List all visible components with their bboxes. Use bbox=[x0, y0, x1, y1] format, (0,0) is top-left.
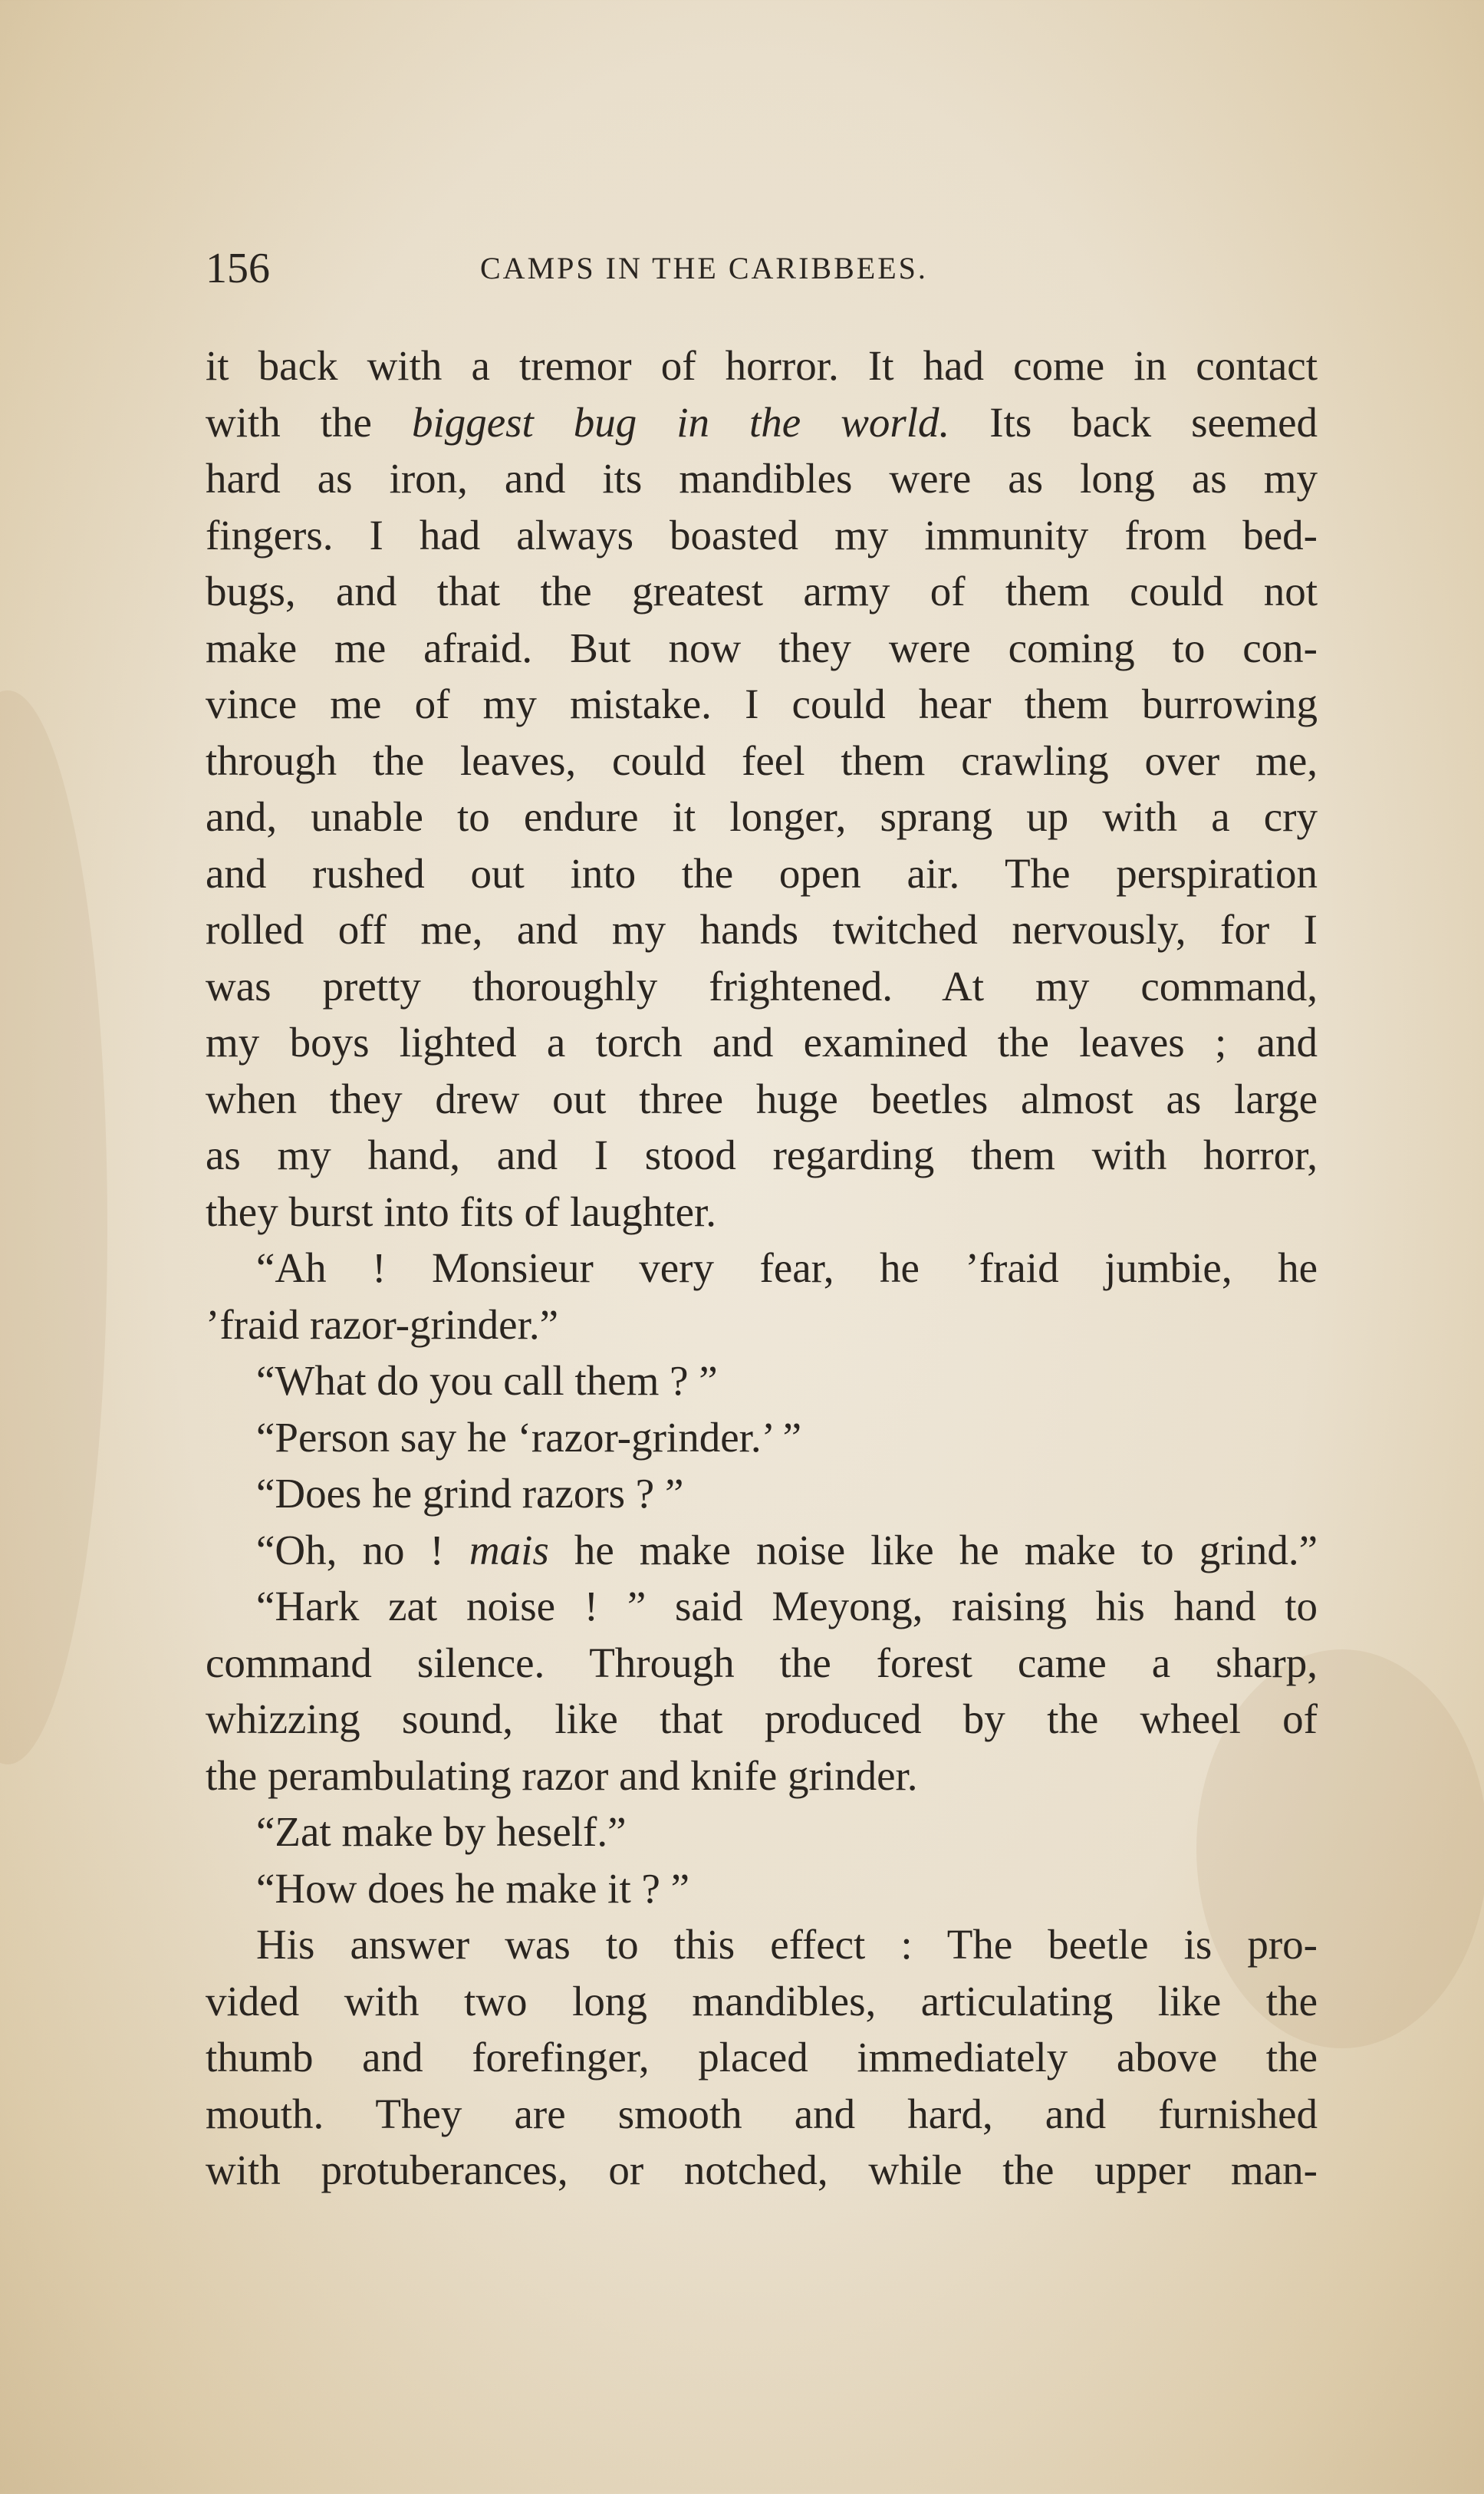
text-segment: “Person say he ‘razor-grinder.’ ” bbox=[256, 1413, 802, 1461]
text-line bbox=[206, 450, 1318, 507]
text-line bbox=[206, 1184, 1318, 1240]
italic-text: biggest bug in the world. bbox=[411, 398, 950, 446]
text-line bbox=[206, 394, 1318, 451]
text-line bbox=[206, 733, 1318, 789]
text-segment: command silence. Through the forest came a sharp, bbox=[206, 1639, 1318, 1686]
text-segment: make me afraid. But now they were coming to con- bbox=[206, 624, 1318, 671]
text-line bbox=[206, 1465, 1318, 1522]
text-segment: hard as iron, and its mandibles were as long as my bbox=[206, 455, 1318, 502]
text-line bbox=[206, 1409, 1318, 1466]
text-line bbox=[206, 901, 1318, 958]
text-segment: “Does he grind razors ? ” bbox=[256, 1470, 684, 1517]
text-line bbox=[206, 958, 1318, 1015]
text-segment: “What do you call them ? ” bbox=[256, 1357, 718, 1404]
text-line bbox=[206, 1071, 1318, 1128]
text-segment: vince me of my mistake. I could hear them burrowing bbox=[206, 680, 1318, 727]
text-segment: the perambulating razor and knife grinder. bbox=[206, 1751, 918, 1799]
text-line bbox=[206, 1635, 1318, 1692]
text-segment: with protuberances, or notched, while the upper man- bbox=[206, 2146, 1318, 2193]
text-line bbox=[206, 1240, 1318, 1296]
page-header bbox=[206, 244, 1318, 305]
text-line bbox=[206, 1804, 1318, 1860]
text-segment: “Hark zat noise ! ” said Meyong, raising his hand to bbox=[256, 1583, 1318, 1629]
text-segment: mouth. They are smooth and hard, and furnished bbox=[206, 2090, 1318, 2137]
text-segment: ’fraid razor-grinder.” bbox=[206, 1300, 559, 1348]
text-line bbox=[206, 676, 1318, 733]
body-text bbox=[206, 338, 1318, 2199]
text-segment: whizzing sound, like that produced by the wheel of bbox=[206, 1695, 1318, 1742]
text-line bbox=[206, 1522, 1318, 1579]
text-line bbox=[206, 1916, 1318, 1973]
text-segment: bugs, and that the greatest army of them could not bbox=[206, 568, 1318, 614]
text-line bbox=[206, 1973, 1318, 2030]
text-segment: and rushed out into the open air. The perspiration bbox=[206, 849, 1318, 897]
text-line bbox=[206, 1352, 1318, 1409]
running-head: CAMPS IN THE CARIBBEES. bbox=[480, 251, 928, 285]
italic-text: mais bbox=[469, 1526, 549, 1573]
text-line bbox=[206, 1296, 1318, 1353]
text-line bbox=[206, 1578, 1318, 1635]
text-segment: as my hand, and I stood regarding them with horror, bbox=[206, 1132, 1318, 1178]
text-segment: they burst into fits of laughter. bbox=[206, 1188, 717, 1235]
text-line bbox=[206, 1860, 1318, 1917]
text-line bbox=[206, 563, 1318, 620]
text-segment: “Ah ! Monsieur very fear, he ’fraid jumbie, he bbox=[256, 1244, 1318, 1291]
text-segment: and, unable to endure it longer, sprang up with a cry bbox=[206, 793, 1318, 840]
text-segment: vided with two long mandibles, articulating like the bbox=[206, 1977, 1318, 2025]
text-segment: my boys lighted a torch and examined the leaves ; and bbox=[206, 1019, 1318, 1066]
text-line bbox=[206, 845, 1318, 902]
text-segment: “Zat make by heself.” bbox=[256, 1808, 627, 1855]
text-segment: was pretty thoroughly frightened. At my command, bbox=[206, 962, 1318, 1010]
text-line bbox=[206, 1691, 1318, 1748]
text-segment: he make noise like he make to grind.” bbox=[548, 1526, 1318, 1573]
text-line bbox=[206, 2086, 1318, 2143]
text-line bbox=[206, 789, 1318, 845]
text-segment: thumb and forefinger, placed immediately above the bbox=[206, 2034, 1318, 2081]
text-line bbox=[206, 507, 1318, 564]
text-segment: “How does he make it ? ” bbox=[256, 1864, 690, 1912]
text-line bbox=[206, 1748, 1318, 1804]
text-segment: when they drew out three huge beetles almost as large bbox=[206, 1075, 1318, 1122]
text-segment: with the bbox=[206, 398, 412, 446]
text-line bbox=[206, 1014, 1318, 1071]
text-segment: Its back seemed bbox=[949, 398, 1318, 446]
page-stain bbox=[0, 690, 107, 1764]
text-line bbox=[206, 620, 1318, 677]
text-segment: through the leaves, could feel them crawling over me, bbox=[206, 736, 1318, 784]
text-segment: His answer was to this effect : The beetle is pro- bbox=[256, 1921, 1318, 1968]
text-line bbox=[206, 2029, 1318, 2086]
text-segment: it back with a tremor of horror. It had come in contact bbox=[206, 342, 1318, 389]
text-line bbox=[206, 1127, 1318, 1184]
text-segment: fingers. I had always boasted my immunity from bed- bbox=[206, 511, 1318, 558]
text-segment: “Oh, no ! bbox=[256, 1526, 469, 1573]
text-segment: rolled off me, and my hands twitched nervously, for I bbox=[206, 906, 1318, 953]
text-line bbox=[206, 2142, 1318, 2199]
page-number: 156 bbox=[206, 245, 270, 292]
text-line bbox=[206, 338, 1318, 394]
